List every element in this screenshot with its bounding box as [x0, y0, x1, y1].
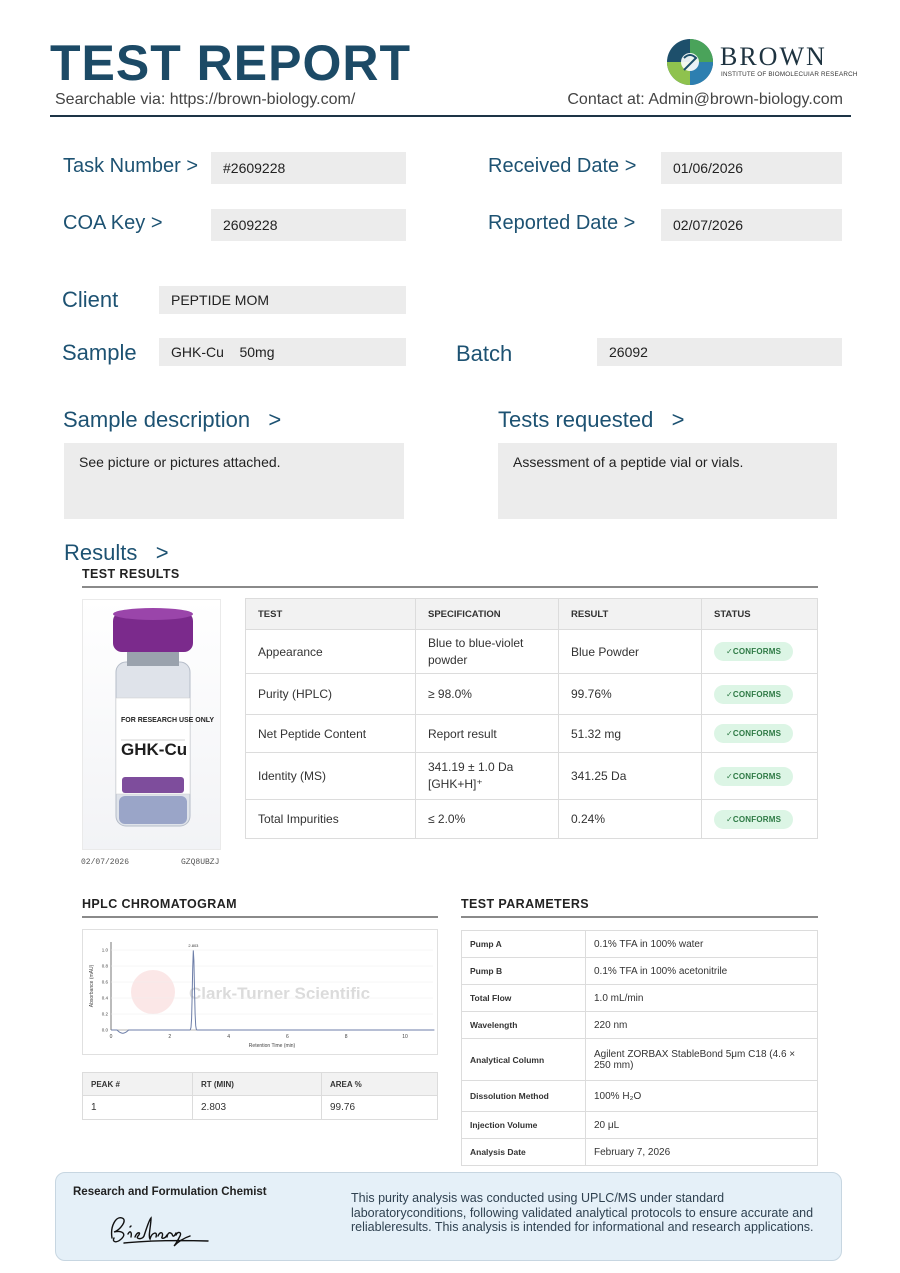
test-results-divider	[82, 586, 818, 588]
test-name: Appearance	[246, 630, 416, 674]
tests-requested-label: Tests requested >	[498, 407, 685, 432]
sample-label: Sample	[62, 340, 137, 365]
param-key: Pump B	[462, 958, 586, 985]
table-row	[462, 985, 818, 1012]
test-parameters-table	[461, 930, 818, 1166]
photo-code: GZQ8UBZJ	[181, 858, 220, 867]
x-tick-label: 8	[344, 1034, 348, 1040]
col-peak: PEAK #	[83, 1073, 193, 1096]
report-title: TEST REPORT	[50, 35, 412, 91]
chromatogram-figure	[82, 929, 438, 1055]
test-name: Net Peptide Content	[246, 715, 416, 753]
peak-label: 2.803	[188, 943, 199, 948]
sample-description-label: Sample description >	[63, 407, 282, 432]
photo-date: 02/07/2026	[81, 858, 130, 867]
param-value: February 7, 2026	[586, 1139, 818, 1166]
test-result: Blue Powder	[559, 630, 702, 674]
test-parameters-divider	[461, 916, 818, 918]
batch-value: 26092	[597, 338, 842, 366]
col-rt: RT (MIN)	[193, 1073, 322, 1096]
peak-table	[82, 1072, 438, 1120]
received-date-label: Received Date >	[488, 155, 637, 177]
chromatogram-divider	[82, 916, 438, 918]
table-row	[462, 931, 818, 958]
tests-requested-box: Assessment of a peptide vial or vials.	[498, 443, 837, 519]
param-value: 0.1% TFA in 100% water	[586, 931, 818, 958]
test-name: Purity (HPLC)	[246, 674, 416, 715]
test-spec-ion: [GHK+H]⁺	[428, 777, 483, 791]
table-row	[246, 674, 818, 715]
y-tick-label: 1.0	[101, 947, 108, 953]
peak-area: 99.76	[322, 1096, 438, 1120]
test-results-table	[245, 598, 818, 839]
y-tick-label: 0.6	[101, 979, 108, 985]
received-date-value: 01/06/2026	[661, 152, 842, 184]
brand-name: BROWN	[720, 42, 827, 71]
chemist-title: Research and Formulation Chemist	[73, 1186, 267, 1198]
test-name: Total Impurities	[246, 800, 416, 839]
param-key: Wavelength	[462, 1012, 586, 1039]
test-parameters-heading: TEST PARAMETERS	[461, 897, 589, 911]
table-row	[83, 1096, 438, 1120]
x-tick-label: 2	[168, 1034, 172, 1040]
col-result: RESULT	[559, 599, 702, 630]
param-key: Pump A	[462, 931, 586, 958]
sample-description-box: See picture or pictures attached.	[64, 443, 404, 519]
watermark-text: Clark-Turner Scientific	[189, 984, 371, 1003]
table-row	[462, 1112, 818, 1139]
param-value: Agilent ZORBAX StableBond 5μm C18 (4.6 × 250 mm)	[586, 1039, 818, 1081]
brown-logo-icon	[666, 38, 714, 86]
test-name: Identity (MS)	[246, 753, 416, 800]
table-row	[462, 1012, 818, 1039]
status-badge: ✓CONFORMS	[714, 685, 793, 704]
x-tick-label: 6	[286, 1034, 289, 1040]
param-value: 1.0 mL/min	[586, 985, 818, 1012]
chromatogram-plot	[83, 930, 437, 1054]
table-row	[462, 1039, 818, 1081]
param-value: 20 μL	[586, 1112, 818, 1139]
reported-date-value: 02/07/2026	[661, 209, 842, 241]
y-tick-label: 0.2	[101, 1011, 108, 1017]
results-label: Results >	[64, 540, 169, 565]
col-specification: SPECIFICATION	[416, 599, 559, 630]
table-row	[246, 753, 818, 800]
test-spec: Report result	[416, 715, 559, 753]
status-badge: ✓CONFORMS	[714, 724, 793, 743]
x-tick-label: 10	[402, 1034, 408, 1040]
coa-key-label: COA Key >	[63, 212, 163, 234]
table-row	[246, 715, 818, 753]
vial-label-line2: GHK-Cu	[121, 740, 188, 759]
col-area: AREA %	[322, 1073, 438, 1096]
chromatogram-heading: HPLC CHROMATOGRAM	[82, 897, 237, 911]
param-key: Total Flow	[462, 985, 586, 1012]
brand-subtitle: INSTITUTE OF BIOMOLECUIAR RESEARCH	[721, 71, 858, 78]
status-badge: ✓CONFORMS	[714, 810, 793, 829]
coa-key-value: 2609228	[211, 209, 406, 241]
searchable-url: Searchable via: https://brown-biology.com/	[55, 91, 356, 108]
y-tick-label: 0.0	[101, 1027, 108, 1033]
client-label: Client	[62, 287, 119, 312]
table-row	[246, 630, 818, 674]
sample-value: GHK-Cu 50mg	[159, 338, 406, 366]
client-value: PEPTIDE MOM	[159, 286, 406, 314]
task-number-value: #2609228	[211, 152, 406, 184]
table-header-row	[246, 599, 818, 630]
vial-label-line1: FOR RESEARCH USE ONLY	[121, 717, 215, 724]
y-tick-label: 0.8	[101, 963, 108, 969]
peak-number: 1	[83, 1096, 193, 1120]
test-results-heading: TEST RESULTS	[82, 567, 180, 581]
table-row	[246, 800, 818, 839]
table-header-row	[83, 1073, 438, 1096]
signature-icon	[104, 1210, 216, 1250]
test-spec: Blue to blue-violet powder	[416, 630, 559, 674]
x-tick-label: 4	[227, 1034, 230, 1040]
test-spec: 341.19 ± 1.0 Da	[428, 760, 514, 774]
col-test: TEST	[246, 599, 416, 630]
col-status: STATUS	[702, 599, 818, 630]
y-axis-label: Absorbance (mAU)	[89, 964, 95, 1008]
batch-label: Batch	[456, 341, 513, 366]
disclaimer-text: This purity analysis was conducted using UPLC/MS under standard laboratoryconditions, following validated analytical protocols to ensure accurate and reliableresults. This analysis is intended for informational and research applications.	[351, 1191, 814, 1234]
x-axis-label: Retention Time (min)	[248, 1043, 296, 1049]
vial-photo	[82, 599, 221, 850]
param-key: Analytical Column	[462, 1039, 586, 1081]
table-row	[462, 1081, 818, 1112]
status-badge: ✓CONFORMS	[714, 642, 793, 661]
table-row	[462, 958, 818, 985]
watermark-icon	[131, 970, 175, 1014]
test-spec: ≥ 98.0%	[416, 674, 559, 715]
test-result: 51.32 mg	[559, 715, 702, 753]
test-result: 341.25 Da	[559, 753, 702, 800]
peptide-vial-icon	[83, 600, 221, 850]
table-row	[462, 1139, 818, 1166]
param-value: 100% H₂O	[586, 1081, 818, 1112]
test-result: 0.24%	[559, 800, 702, 839]
x-tick-label: 0	[109, 1034, 113, 1040]
test-spec: ≤ 2.0%	[416, 800, 559, 839]
y-tick-label: 0.4	[101, 995, 108, 1001]
param-value: 0.1% TFA in 100% acetonitrile	[586, 958, 818, 985]
param-key: Dissolution Method	[462, 1081, 586, 1112]
test-result: 99.76%	[559, 674, 702, 715]
header-divider	[50, 115, 851, 117]
status-badge: ✓CONFORMS	[714, 767, 793, 786]
peak-rt: 2.803	[193, 1096, 322, 1120]
param-key: Injection Volume	[462, 1112, 586, 1139]
contact-email: Contact at: Admin@brown-biology.com	[567, 91, 843, 108]
param-value: 220 nm	[586, 1012, 818, 1039]
reported-date-label: Reported Date >	[488, 212, 636, 234]
task-number-label: Task Number >	[63, 155, 199, 177]
param-key: Analysis Date	[462, 1139, 586, 1166]
